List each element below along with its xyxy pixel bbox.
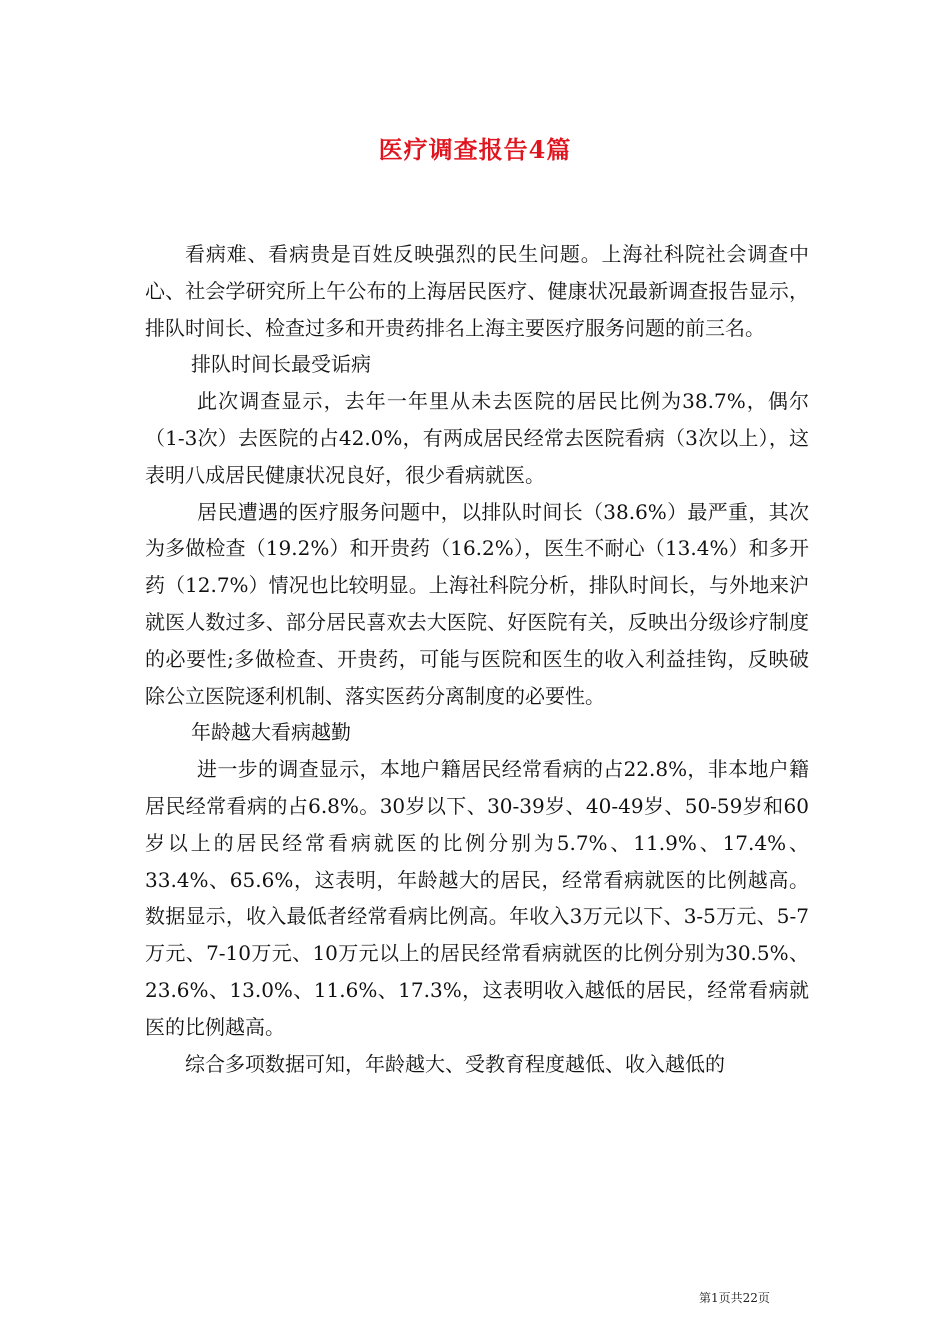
paragraph-service-problems: 居民遭遇的医疗服务问题中，以排队时间长（38.6%）最严重，其次为多做检查（19.2%）和开贵药（16.2%），医生不耐心（13.4%）和多开药（12.7%）情况也比较明显。上海社科院分析，排队时间长，与外地来沪就医人数过多、部分居民喜欢去大医院、好医院有关，反映出分级诊疗制度的必要性;多做检查、开贵药，可能与医院和医生的收入利益挂钩，反映破除公立医院逐利机制、落实医药分离制度的必要性。	[145, 499, 809, 708]
section-heading-queue: 排队时间长最受诟病	[191, 352, 371, 377]
paragraph-summary: 综合多项数据可知，年龄越大、受教育程度越低、收入越低的	[185, 1051, 725, 1076]
section-heading-age: 年龄越大看病越勤	[191, 720, 351, 745]
document-body	[145, 236, 809, 1082]
document-title: 医疗调查报告4篇	[378, 135, 572, 164]
page-number: 第1页共22页	[699, 1291, 770, 1305]
paragraph-visit-frequency: 此次调查显示，去年一年里从未去医院的居民比例为38.7%，偶尔（1-3次）去医院的占42.0%，有两成居民经常去医院看病（3次以上），这表明八成居民健康状况良好，很少看病就医。	[145, 389, 809, 487]
paragraph-intro: 看病难、看病贵是百姓反映强烈的民生问题。上海社科院社会调查中心、社会学研究所上午公布的上海居民医疗、健康状况最新调查报告显示，排队时间长、检查过多和开贵药排名上海主要医疗服务问题的前三名。	[145, 242, 809, 340]
paragraph-age-income: 进一步的调查显示，本地户籍居民经常看病的占22.8%，非本地户籍居民经常看病的占6.8%。30岁以下、30-39岁、40-49岁、50-59岁和60岁以上的居民经常看病就医的比例分别为5.7%、11.9%、17.4%、33.4%、65.6%，这表明，年龄越大的居民，经常看病就医的比例越高。数据显示，收入最低者经常看病比例高。年收入3万元以下、3-5万元、5-7万元、7-10万元、10万元以上的居民经常看病就医的比例分别为30.5%、23.6%、13.0%、11.6%、17.3%，这表明收入越低的居民，经常看病就医的比例越高。	[145, 757, 809, 1039]
